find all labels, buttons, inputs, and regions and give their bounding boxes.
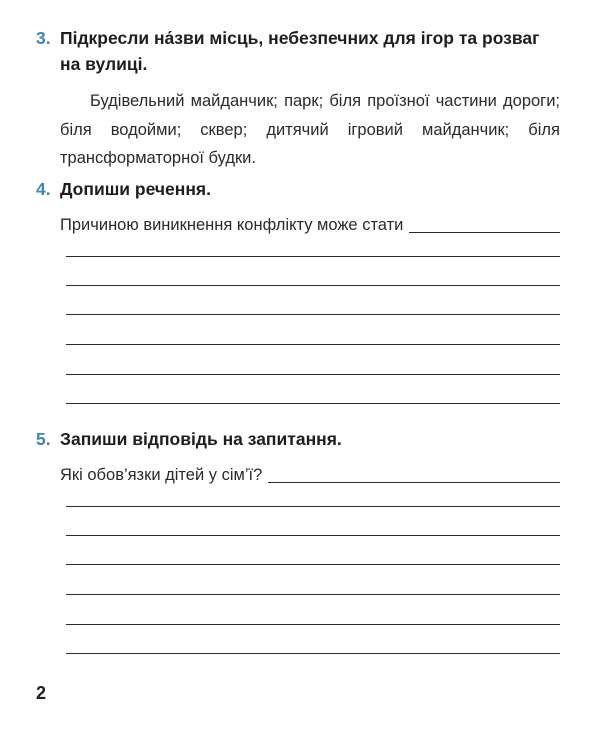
- task-4: [36, 176, 560, 237]
- task-4-title: Допиши речення.: [60, 179, 211, 199]
- task-3-header: [36, 25, 560, 77]
- task-3-number: 3.: [36, 28, 51, 48]
- task-5: [36, 426, 560, 487]
- task-4-prompt-answer-line[interactable]: [409, 231, 560, 233]
- task-4-answer-line[interactable]: [66, 256, 560, 257]
- task-5-answer-line[interactable]: [66, 506, 560, 507]
- task-4-answer-line[interactable]: [66, 344, 560, 345]
- task-5-number: 5.: [36, 429, 51, 449]
- task-4-header: [36, 176, 560, 202]
- task-4-answer-line[interactable]: [66, 403, 560, 404]
- task-4-answer-line[interactable]: [66, 285, 560, 286]
- task-5-prompt-row: [60, 463, 560, 487]
- task-5-answer-line[interactable]: [66, 535, 560, 536]
- task-5-prompt-answer-line[interactable]: [268, 481, 560, 483]
- task-4-answer-line[interactable]: [66, 374, 560, 375]
- task-4-number: 4.: [36, 179, 51, 199]
- task-4-prompt: Причиною виникнення конфлікту може стати: [60, 216, 404, 234]
- task-3-title: Підкресли на́зви місць, небезпечних для ігор та розваг на вулиці.: [60, 28, 540, 74]
- task-4-answer-line[interactable]: [66, 314, 560, 315]
- task-5-answer-line[interactable]: [66, 564, 560, 565]
- task-5-answer-line[interactable]: [66, 624, 560, 625]
- page-number: 2: [36, 683, 47, 703]
- task-5-title: Запиши відповідь на запитання.: [60, 429, 342, 449]
- task-5-prompt: Які обов’язки дітей у сім’ї?: [60, 466, 263, 484]
- task-4-prompt-row: [60, 213, 560, 237]
- task-5-header: [36, 426, 560, 452]
- task-5-answer-line[interactable]: [66, 594, 560, 595]
- task-3: [36, 25, 560, 173]
- task-5-answer-line[interactable]: [66, 653, 560, 654]
- task-3-text: Будівельний майданчик; парк; біля проїзної частини дороги; біля водойми; сквер; дитячий ігровий майданчик; біля трансформаторної будки.: [60, 92, 560, 167]
